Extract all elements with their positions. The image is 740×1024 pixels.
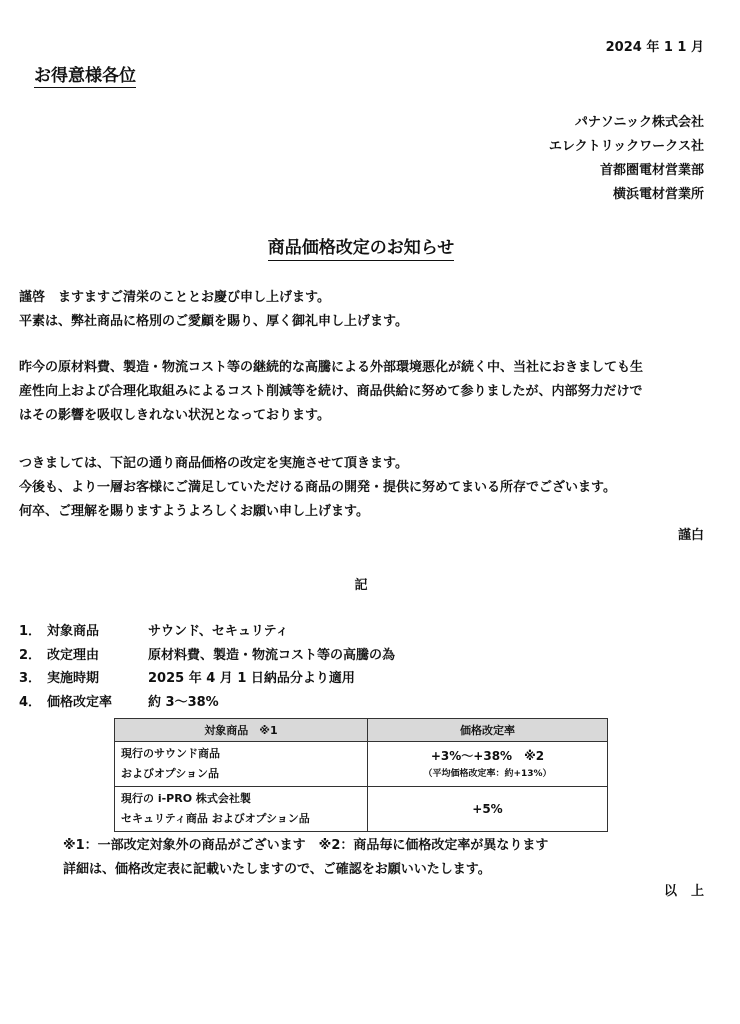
table-header: 価格改定率 (368, 719, 608, 742)
text-line: つきましては、下記の通り商品価格の改定を実施させて頂きます。 (19, 456, 408, 471)
item-value: 原材料費、製造・物流コスト等の高騰の為 (148, 647, 396, 663)
item-label: 価格改定率 (47, 694, 113, 710)
item-label: 改定理由 (47, 647, 100, 663)
table-header-row (115, 719, 608, 742)
cell-line: 現行の i-PRO 株式会社製 (121, 792, 251, 805)
text-line: 昨今の原材料費、製造・物流コスト等の継続的な高騰による外部環境悪化が続く中、当社におきましても生 (19, 360, 644, 375)
sender-block (549, 111, 704, 207)
notes (63, 834, 548, 881)
price-table (114, 718, 608, 832)
list-item (19, 620, 395, 644)
item-number: 2． (19, 647, 42, 663)
sender-division: エレクトリックワークス社 (548, 139, 704, 154)
text-line: 産性向上および合理化取組みによるコスト削減等を続け、商品供給に努めて参りましたが、内部努力だけで (19, 384, 643, 399)
text-line: 何卒、ご理解を賜りますようよろしくお願い申し上げます。 (19, 504, 369, 519)
rate-value: +3%～+38% ※2 (430, 749, 545, 763)
table-cell-product (115, 742, 368, 787)
item-value: サウンド、セキュリティ (148, 624, 289, 639)
closing-word: 謹白 (677, 528, 704, 543)
rate-note: （平均価格改定率：約+13%） (423, 769, 552, 779)
sender-office: 横浜電材営業所 (612, 187, 704, 202)
title-text: 商品価格改定のお知らせ (268, 238, 455, 261)
item-value: 2025 年 4 月 1 日納品分より適用 (148, 671, 355, 686)
text-line: 平素は、弊社商品に格別のご愛顧を賜り、厚く御礼申し上げます。 (19, 314, 408, 329)
document-title (0, 233, 722, 258)
text-line: 今後も、より一層お客様にご満足していただける商品の開発・提供に努めてまいる所存でございます。 (19, 480, 616, 495)
item-value: 約 3～38% (148, 694, 219, 710)
ki-heading: 記 (354, 578, 368, 593)
item-list (19, 620, 395, 714)
ijo-closing: 以上 (663, 884, 718, 899)
item-label: 実施時期 (47, 671, 100, 686)
text-line: はその影響を吸収しきれない状況となっております。 (19, 408, 330, 423)
table-header: 対象商品 ※1 (115, 719, 368, 742)
item-label: 対象商品 (47, 624, 100, 639)
cell-line: およびオプション品 (121, 767, 220, 780)
table-cell-rate (368, 787, 608, 832)
document-date: 2024 年 1 1 月 (605, 40, 704, 55)
item-number: 3． (19, 671, 42, 686)
note-line: 詳細は、価格改定表に記載いたしますので、ご確認をお願いいたします。 (63, 861, 491, 877)
greeting-paragraph (19, 286, 719, 334)
request-paragraph (19, 452, 719, 524)
list-item (19, 667, 395, 691)
reason-paragraph (19, 356, 719, 428)
rate-value: +5% (472, 802, 503, 816)
table-cell-product (115, 787, 368, 832)
recipient: お得意様各位 (34, 61, 136, 88)
item-number: 4． (19, 694, 42, 710)
sender-department: 首都圏電材営業部 (599, 163, 704, 178)
list-item (19, 691, 395, 715)
cell-line: 現行のサウンド商品 (121, 747, 220, 760)
text-line: 謹啓 ますますご清栄のこととお慶び申し上げます。 (19, 290, 330, 305)
sender-company: パナソニック株式会社 (574, 115, 704, 130)
note-line: ※1：一部改定対象外の商品がございます ※2：商品毎に価格改定率が異なります (63, 838, 549, 853)
item-number: 1． (19, 624, 42, 639)
table-cell-rate (368, 742, 608, 787)
list-item (19, 644, 395, 668)
cell-line: セキュリティ商品 およびオプション品 (121, 812, 310, 825)
table-row (115, 787, 608, 832)
table-row (115, 742, 608, 787)
